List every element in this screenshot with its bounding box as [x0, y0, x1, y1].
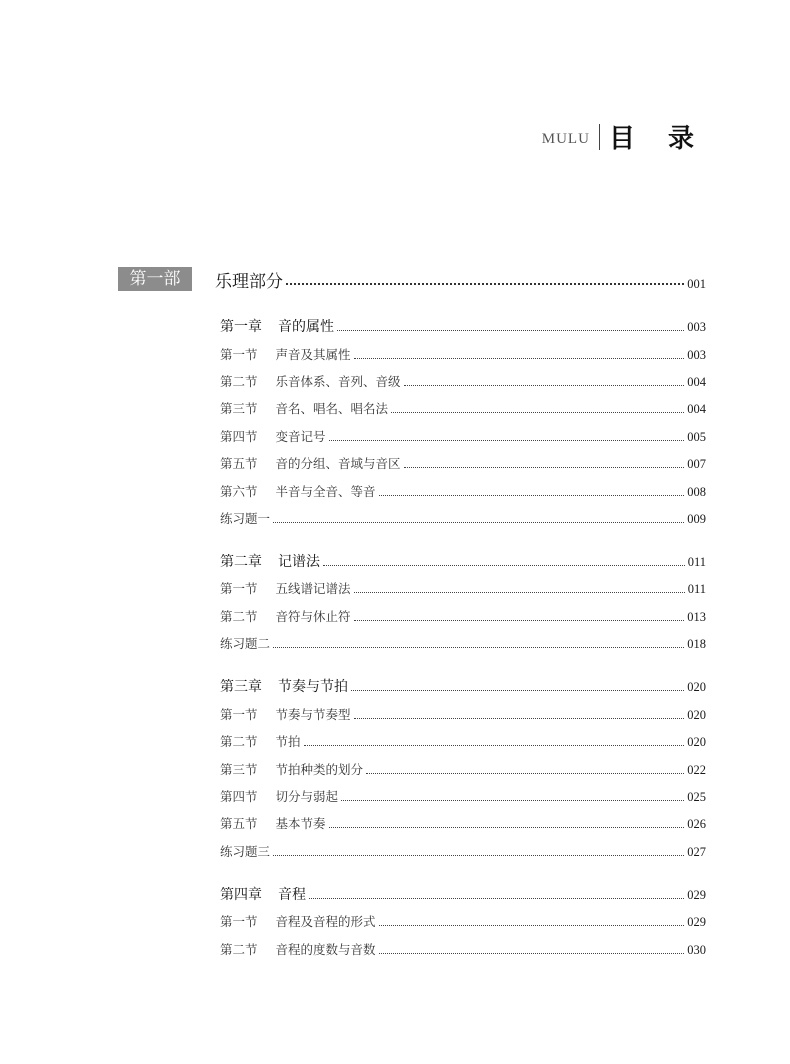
- page-number: 011: [687, 554, 706, 569]
- entry-label: 第二节: [220, 734, 258, 749]
- toc-exercise-entry[interactable]: [220, 633, 706, 653]
- page-number: 003: [687, 347, 706, 362]
- dot-leader: [337, 330, 684, 331]
- page-number: 030: [687, 942, 706, 957]
- entry-title: 音程及音程的形式: [275, 914, 376, 929]
- dot-leader: [354, 592, 685, 593]
- page-number: 004: [687, 401, 706, 416]
- entry-title: 音的分组、音域与音区: [275, 456, 401, 471]
- toc-section-entry[interactable]: [220, 453, 706, 473]
- entry-label: 第一节: [220, 914, 258, 929]
- part-title: 乐理部分: [215, 271, 283, 292]
- entry-label: 第一节: [220, 581, 258, 596]
- entry-title: 记谱法: [278, 554, 320, 570]
- entry-title: 切分与弱起: [275, 789, 339, 804]
- toc-exercise-entry[interactable]: [220, 841, 706, 861]
- dot-leader: [329, 440, 685, 441]
- page-number: 011: [687, 581, 706, 596]
- page-number: 029: [687, 887, 706, 902]
- toc-section-entry[interactable]: [220, 731, 706, 751]
- toc-section-entry[interactable]: [220, 398, 706, 418]
- dot-leader: [304, 745, 685, 746]
- dot-leader: [273, 855, 684, 856]
- page-number: 008: [687, 484, 706, 499]
- entry-label: 练习题三: [220, 844, 271, 859]
- page-number: 003: [687, 319, 706, 334]
- dot-leader: [351, 690, 684, 691]
- entry-label: 练习题一: [220, 511, 271, 526]
- page-number: 004: [687, 374, 706, 389]
- dot-leader: [366, 773, 684, 774]
- entry-label: 第六节: [220, 484, 258, 499]
- entry-label: 第二章: [220, 554, 262, 570]
- toc-section-entry[interactable]: [220, 939, 706, 959]
- dot-leader: [379, 495, 685, 496]
- header-divider: [599, 124, 600, 150]
- dot-leader: [404, 385, 685, 386]
- dot-leader: [341, 800, 684, 801]
- toc-section-entry[interactable]: [220, 704, 706, 724]
- part-badge: 第一部分: [118, 267, 192, 291]
- mulu-label: MULU: [541, 131, 590, 147]
- toc-section-entry[interactable]: [220, 813, 706, 833]
- entry-label: 第二节: [220, 609, 258, 624]
- page-number: 029: [687, 914, 706, 929]
- toc-section-entry[interactable]: [220, 759, 706, 779]
- toc-section-entry[interactable]: [220, 786, 706, 806]
- entry-label: 练习题二: [220, 636, 271, 651]
- page-number: 020: [687, 707, 706, 722]
- dot-leader: [404, 467, 685, 468]
- entry-label: 第四章: [220, 887, 262, 903]
- toc-section-entry[interactable]: [220, 911, 706, 931]
- page-number: 018: [687, 636, 706, 651]
- entry-label: 第五节: [220, 816, 258, 831]
- dot-leader: [391, 412, 684, 413]
- entry-label: 第三章: [220, 679, 262, 695]
- toc-part-entry[interactable]: [118, 266, 706, 311]
- entry-label: 第三节: [220, 762, 258, 777]
- entry-label: 第一节: [220, 707, 258, 722]
- dot-leader: [273, 522, 684, 523]
- page-number: 013: [687, 609, 706, 624]
- entry-title: 变音记号: [275, 429, 326, 444]
- toc-section-entry[interactable]: [220, 606, 706, 626]
- entry-title: 音的属性: [278, 319, 334, 335]
- toc-section-entry[interactable]: [220, 481, 706, 501]
- dot-leader: [379, 925, 685, 926]
- entry-label: 第一章: [220, 319, 262, 335]
- entry-label: 第四节: [220, 789, 258, 804]
- dot-leader: [379, 953, 685, 954]
- dot-leader: [286, 283, 684, 285]
- entry-title: 半音与全音、等音: [275, 484, 376, 499]
- page-title: 目 录: [608, 124, 706, 154]
- entry-label: 第二节: [220, 942, 258, 957]
- toc-exercise-entry[interactable]: [220, 508, 706, 528]
- entry-label: 第四节: [220, 429, 258, 444]
- dot-leader: [273, 647, 684, 648]
- dot-leader: [323, 565, 685, 566]
- toc-section-entry[interactable]: [220, 371, 706, 391]
- page-number: 020: [687, 734, 706, 749]
- dot-leader: [354, 358, 685, 359]
- page-number: 005: [687, 429, 706, 444]
- entry-title: 基本节奏: [275, 816, 326, 831]
- entry-label: 第一节: [220, 347, 258, 362]
- page-number: 026: [687, 816, 706, 831]
- entry-title: 五线谱记谱法: [275, 581, 351, 596]
- entry-title: 节奏与节奏型: [275, 707, 351, 722]
- entry-title: 音程: [278, 887, 306, 903]
- entry-title: 节拍: [275, 734, 301, 749]
- page-number: 007: [687, 456, 706, 471]
- toc-chapter-entry[interactable]: [220, 884, 706, 904]
- entry-title: 声音及其属性: [275, 347, 351, 362]
- toc-section-entry[interactable]: [220, 426, 706, 446]
- toc-chapter-entry[interactable]: [220, 676, 706, 696]
- toc-chapter-entry[interactable]: [220, 551, 706, 571]
- entry-title: 音符与休止符: [275, 609, 351, 624]
- toc-header: [542, 118, 706, 155]
- toc-section-entry[interactable]: [220, 578, 706, 598]
- page-number: 027: [687, 844, 706, 859]
- dot-leader: [309, 898, 684, 899]
- entry-label: 第二节: [220, 374, 258, 389]
- dot-leader: [354, 718, 685, 719]
- page-number: 009: [687, 511, 706, 526]
- page-number: 001: [687, 276, 706, 291]
- entry-title: 乐音体系、音列、音级: [275, 374, 401, 389]
- page-number: 025: [687, 789, 706, 804]
- entry-title: 节拍种类的划分: [275, 762, 364, 777]
- toc-section-entry[interactable]: [220, 344, 706, 364]
- entry-title: 节奏与节拍: [278, 679, 348, 695]
- page-number: 022: [687, 762, 706, 777]
- entry-label: 第五节: [220, 456, 258, 471]
- entry-title: 音名、唱名、唱名法: [275, 401, 389, 416]
- page-number: 020: [687, 679, 706, 694]
- dot-leader: [329, 827, 685, 828]
- entry-title: 音程的度数与音数: [275, 942, 376, 957]
- toc-chapter-entry[interactable]: [220, 316, 706, 336]
- entry-label: 第三节: [220, 401, 258, 416]
- dot-leader: [354, 620, 685, 621]
